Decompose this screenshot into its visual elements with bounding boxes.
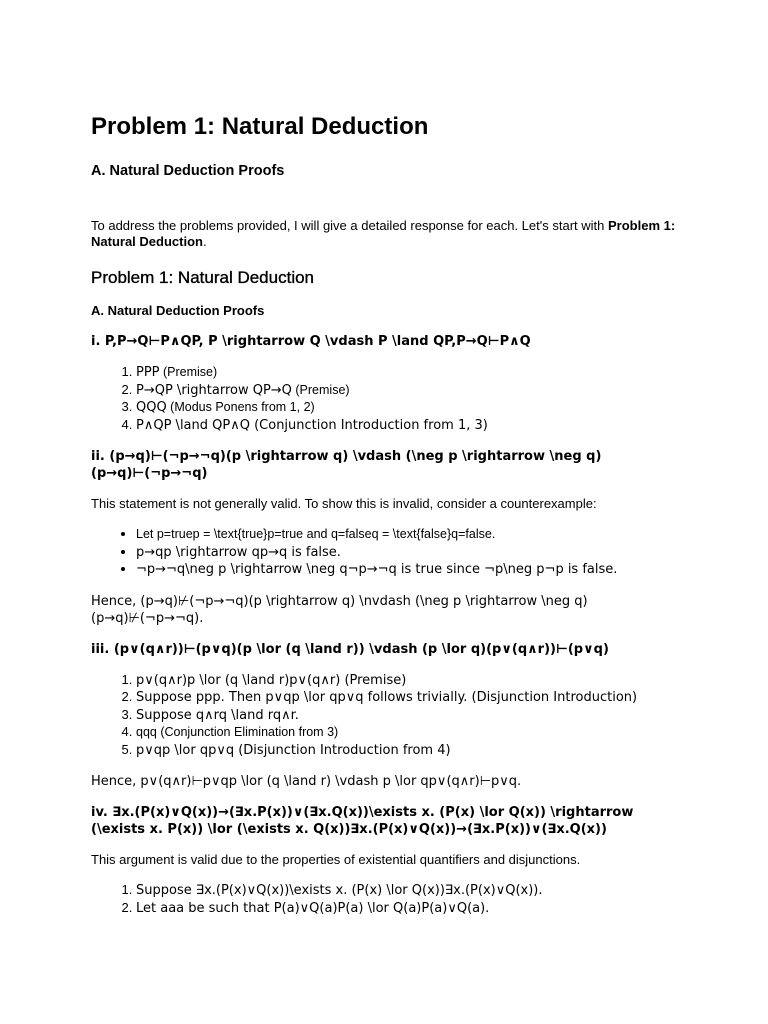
list-item (136, 417, 691, 435)
part-ii-statement: This statement is not generally valid. To show this is invalid, consider a counterexample: (91, 496, 597, 511)
list-item: • ¬p→¬q\neg p \rightarrow \neg q¬p→¬q is true since ¬p\neg p¬p is false. (136, 561, 691, 579)
step-reason: (Modus Ponens from 1, 2) (166, 400, 315, 414)
part-i-steps (91, 364, 691, 434)
list-item (136, 707, 691, 725)
list-item (136, 672, 691, 690)
part-iv-heading: iv. ∃x.(P(x)∨Q(x))→(∃x.P(x))∨(∃x.Q(x))\exists x. (P(x) \lor Q(x)) \rightarrow (\exists x. P(x)) \lor (\exists x. Q(x))∃x.(P(x)∨Q(x))→(∃x.P(x))∨(∃x.Q(x)) (91, 805, 634, 837)
section-heading: Problem 1: Natural Deduction (91, 268, 315, 287)
step-main: PPP (136, 365, 160, 380)
list-item (136, 689, 691, 707)
step-main: QQQ (136, 400, 167, 415)
step-reason: (Premise) (291, 382, 350, 397)
list-item (136, 882, 691, 900)
step-main: Let aaa be such that P(a)∨Q(a)P(a) \lor Q(a)P(a)∨Q(a). (136, 900, 490, 916)
step-main: P→QP \rightarrow QP→Q (136, 382, 292, 398)
step-main: Suppose ppp. Then p∨qp \lor qp∨q follows trivially. (Disjunction Introduction) (136, 690, 638, 705)
list-item (136, 742, 691, 760)
intro-paragraph (91, 218, 691, 250)
list-item (136, 382, 691, 400)
part-iii-conclusion: Hence, p∨(q∧r)⊢p∨qp \lor (q \land r) \vdash p \lor qp∨(q∧r)⊢p∨q. (91, 774, 522, 789)
document-page (91, 112, 691, 917)
part-ii-bullets (91, 526, 691, 579)
list-item (136, 364, 691, 382)
intro-text: To address the problems provided, I will give a detailed response for each. Let's start with (91, 218, 608, 233)
part-iv-statement: This argument is valid due to the properties of existential quantifiers and disjunctions. (91, 852, 581, 867)
part-ii-heading: ii. (p→q)⊢(¬p→¬q)(p \rightarrow q) \vdash (\neg p \rightarrow \neg q) (p→q)⊢(¬p→¬q) (91, 449, 602, 481)
bullet-text: Let p=truep = \text{true}p=true and q=falseq = \text{false}q=false. (136, 527, 496, 541)
list-item: • p→qp \rightarrow qp→q is false. (136, 544, 691, 562)
list-item (136, 900, 691, 918)
part-iii-heading: iii. (p∨(q∧r))⊢(p∨q)(p \lor (q \land r)) \vdash (p \lor q)(p∨(q∧r))⊢(p∨q) (91, 641, 609, 657)
part-iv-steps (91, 882, 691, 917)
list-item (136, 399, 691, 417)
step-main: Suppose ∃x.(P(x)∨Q(x))\exists x. (P(x) \lor Q(x))∃x.(P(x)∨Q(x)). (136, 883, 543, 898)
intro-bold: Problem 1: Natural Deduction (91, 218, 676, 249)
subtitle-a: A. Natural Deduction Proofs (91, 163, 285, 179)
part-ii-conclusion: Hence, (p→q)⊬(¬p→¬q)(p \rightarrow q) \nvdash (\neg p \rightarrow \neg q) (p→q)⊬(¬p→¬q). (91, 593, 588, 626)
list-item (136, 526, 691, 544)
step-reason: (Premise) (159, 365, 218, 379)
list-item (136, 724, 691, 742)
section-subheading: A. Natural Deduction Proofs (91, 303, 265, 318)
part-i-heading: i. P,P→Q⊢P∧QP, P \rightarrow Q \vdash P \land QP,P→Q⊢P∧Q (91, 334, 531, 349)
step-main: qqq (136, 725, 157, 739)
step-main: p∨(q∧r)p \lor (q \land r)p∨(q∧r) (Premise) (136, 672, 407, 688)
step-main: Suppose q∧rq \land rq∧r. (136, 707, 299, 723)
step-main: p∨qp \lor qp∨q (Disjunction Introduction from 4) (136, 742, 451, 758)
intro-end: . (202, 234, 207, 249)
step-main: P∧QP \land QP∧Q (Conjunction Introduction from 1, 3) (136, 417, 488, 433)
part-iii-steps (91, 672, 691, 760)
step-reason: (Conjunction Elimination from 3) (156, 725, 339, 739)
page-title: Problem 1: Natural Deduction (91, 113, 429, 140)
